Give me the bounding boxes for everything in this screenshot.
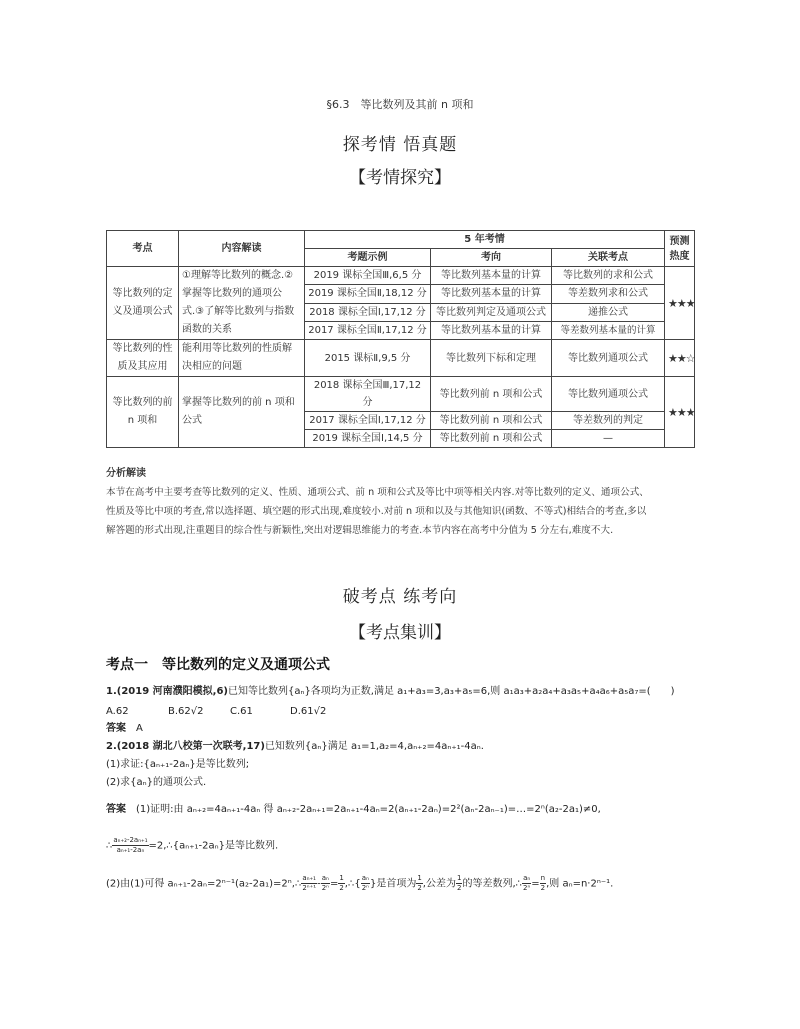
g2-stars: ★★☆ — [665, 340, 695, 377]
q2-sub2: (2)求{aₙ}的通项公式. — [106, 777, 207, 788]
a2-line3-text: ,∴{ — [344, 878, 361, 890]
q1-answer-value: A — [136, 723, 143, 734]
q2-answer-line2 — [106, 836, 278, 855]
g3-neirong: 掌握等比数列的前 n 项和公式 — [179, 377, 305, 448]
fraction-numerator: aₙ — [321, 874, 329, 882]
kaodian-one-title: 考点一 等比数列的定义及通项公式 — [106, 657, 330, 673]
fraction-numerator: n — [540, 874, 546, 882]
fraction-denominator: 2ⁿ — [523, 884, 531, 892]
g3-shili: 2018 课标全国Ⅲ,17,12 分 — [305, 377, 431, 412]
g3-kaoxiang: 等比数列前 n 项和公式 — [431, 430, 552, 448]
q1-source: 1.(2019 河南濮阳模拟,6) — [106, 686, 228, 697]
answer-label: 答案 — [106, 804, 126, 815]
fraction-numerator: aₙ — [523, 874, 531, 882]
fraction-numerator: aₙ₊₁ — [302, 874, 316, 882]
heading-practice: 破考点 练考向 — [342, 587, 458, 607]
g1-shili: 2019 课标全国Ⅱ,18,12 分 — [305, 285, 431, 303]
therefore-symbol: ∴ — [106, 840, 113, 852]
fraction — [301, 874, 317, 893]
g3-kaodian: 等比数列的前 n 项和 — [107, 377, 179, 448]
g1-kaodian: 等比数列的定义及通项公式 — [107, 267, 179, 340]
a2-line3-text: - — [317, 878, 321, 890]
q1-text: 已知等比数列{aₙ}各项均为正数,满足 a₁+a₃=3,a₃+a₅=6,则 a₁a₃+a₂a₄+a₃a₅+a₄a₆+a₅a₇=( ) — [227, 686, 675, 697]
q2-source: 2.(2018 湖北八校第一次联考,17) — [106, 741, 265, 752]
g2-neirong: 能利用等比数列的性质解决相应的问题 — [179, 340, 305, 377]
question-2 — [106, 739, 484, 755]
table-row — [107, 267, 695, 285]
g1-neirong: ①理解等比数列的概念.②掌握等比数列的通项公式.③了解等比数列与指数函数的关系 — [179, 267, 305, 340]
fraction-denominator: 2 — [540, 884, 546, 892]
a2-line3-text: ,公差为 — [422, 878, 456, 890]
header-prediction: 预测热度 — [665, 231, 695, 267]
g1-guanlian: 等比数列的求和公式 — [552, 267, 665, 285]
g3-stars: ★★★ — [665, 377, 695, 448]
fraction — [361, 874, 370, 893]
fraction-numerator: aₙ₊₂-2aₙ₊₁ — [113, 836, 148, 844]
header-neirong: 内容解读 — [179, 231, 305, 267]
fraction-denominator: 2ⁿ — [361, 884, 369, 892]
g1-stars: ★★★ — [665, 267, 695, 340]
bracket-heading-exam-trends: 【考情探究】 — [349, 168, 451, 188]
table-header-row — [107, 231, 695, 249]
fraction-denominator: aₙ₊₁-2aₙ — [116, 846, 145, 854]
a2-line2-text: =2,∴{aₙ₊₁-2aₙ}是等比数列. — [148, 840, 279, 852]
option-a: A.62 — [106, 706, 129, 717]
a2-line3-text: = — [531, 878, 540, 890]
section-title: §6.3 等比数列及其前 n 项和 — [326, 98, 474, 111]
option-d: D.61√2 — [290, 706, 327, 717]
fraction-numerator: aₙ — [361, 874, 369, 882]
analysis-line: 解答题的形式出现,注重题目的综合性与新颖性,突出对逻辑思维能力的考查.本节内容在高考中分值为 5 分左右,难度不大. — [106, 525, 614, 536]
fraction-denominator: 2 — [456, 884, 462, 892]
g3-guanlian: 等差数列的判定 — [552, 412, 665, 430]
q1-answer — [106, 721, 143, 737]
g1-guanlian: 等差数列求和公式 — [552, 285, 665, 303]
g2-guanlian: 等比数列通项公式 — [552, 340, 665, 377]
analysis-line: 性质及等比中项的考查,常以选择题、填空题的形式出现,难度较小.对前 n 项和以及与其他知识(函数、不等式)相结合的考查,多以 — [106, 506, 647, 517]
fraction — [112, 836, 148, 855]
fraction-numerator: 1 — [339, 874, 344, 882]
question-1 — [106, 684, 675, 700]
fraction-numerator: 1 — [417, 874, 422, 882]
fraction-denominator: 2ⁿ — [321, 884, 329, 892]
g1-shili: 2018 课标全国Ⅰ,17,12 分 — [305, 303, 431, 321]
a2-line3-text: = — [329, 878, 339, 890]
g3-shili: 2019 课标全国Ⅰ,14,5 分 — [305, 430, 431, 448]
g2-kaodian: 等比数列的性质及其应用 — [107, 340, 179, 377]
fraction-denominator: 2ⁿ⁺¹ — [302, 884, 317, 892]
fraction — [522, 874, 531, 893]
analysis-title: 分析解读 — [106, 468, 146, 479]
fraction-numerator: 1 — [456, 874, 462, 882]
g1-shili: 2019 课标全国Ⅲ,6,5 分 — [305, 267, 431, 285]
header-kaodian: 考点 — [107, 231, 179, 267]
bracket-heading-training: 【考点集训】 — [349, 623, 451, 643]
fraction-denominator: 2 — [339, 884, 344, 892]
exam-trend-table — [106, 230, 695, 448]
g1-kaoxiang: 等比数列基本量的计算 — [431, 285, 552, 303]
analysis-line: 本节在高考中主要考查等比数列的定义、性质、通项公式、前 n 项和公式及等比中项等相关内容.对等比数列的定义、通项公式、 — [106, 487, 649, 498]
heading-explore: 探考情 悟真题 — [342, 135, 458, 155]
g3-guanlian: — — [552, 430, 665, 448]
a2-line1: (1)证明:由 aₙ₊₂=4aₙ₊₁-4aₙ 得 aₙ₊₂-2aₙ₊₁=2aₙ₊₁-4aₙ=2(aₙ₊₁-2aₙ)=2²(aₙ-2aₙ₋₁)=…=2ⁿ(a₂-2a₁)≠0, — [136, 804, 601, 815]
a2-line3-text: (2)由(1)可得 aₙ₊₁-2aₙ=2ⁿ⁻¹(a₂-2a₁)=2ⁿ,∴ — [106, 878, 302, 890]
fraction-denominator: 2 — [417, 884, 422, 892]
g2-kaoxiang: 等比数列下标和定理 — [431, 340, 552, 377]
a2-line3-text: ,则 aₙ=n·2ⁿ⁻¹. — [546, 878, 614, 890]
header-guanlian: 关联考点 — [552, 249, 665, 267]
q2-text: 已知数列{aₙ}满足 a₁=1,a₂=4,aₙ₊₂=4aₙ₊₁-4aₙ. — [264, 741, 484, 752]
a2-line3-text: 的等差数列,∴ — [462, 878, 522, 890]
fraction — [321, 874, 330, 893]
header-five-year: 5 年考情 — [305, 231, 665, 249]
q2-sub1: (1)求证:{aₙ₊₁-2aₙ}是等比数列; — [106, 759, 250, 770]
g3-kaoxiang: 等比数列前 n 项和公式 — [431, 412, 552, 430]
q2-answer-line1 — [106, 802, 601, 818]
q2-answer-line3 — [106, 874, 613, 893]
g1-guanlian: 等差数列基本量的计算 — [552, 321, 665, 339]
g2-shili: 2015 课标Ⅱ,9,5 分 — [305, 340, 431, 377]
g1-guanlian: 递推公式 — [552, 303, 665, 321]
g3-guanlian: 等比数列通项公式 — [552, 377, 665, 412]
header-shili: 考题示例 — [305, 249, 431, 267]
header-kaoxiang: 考向 — [431, 249, 552, 267]
g1-kaoxiang: 等比数列判定及通项公式 — [431, 303, 552, 321]
a2-line3-text: }是首项为 — [369, 878, 417, 890]
table-row — [107, 340, 695, 377]
answer-label: 答案 — [106, 723, 126, 734]
table-row — [107, 377, 695, 412]
option-c: C.61 — [230, 706, 253, 717]
g1-shili: 2017 课标全国Ⅱ,17,12 分 — [305, 321, 431, 339]
option-b: B.62√2 — [168, 706, 204, 717]
g3-kaoxiang: 等比数列前 n 项和公式 — [431, 377, 552, 412]
g1-kaoxiang: 等比数列基本量的计算 — [431, 321, 552, 339]
g1-kaoxiang: 等比数列基本量的计算 — [431, 267, 552, 285]
g3-shili: 2017 课标全国Ⅰ,17,12 分 — [305, 412, 431, 430]
